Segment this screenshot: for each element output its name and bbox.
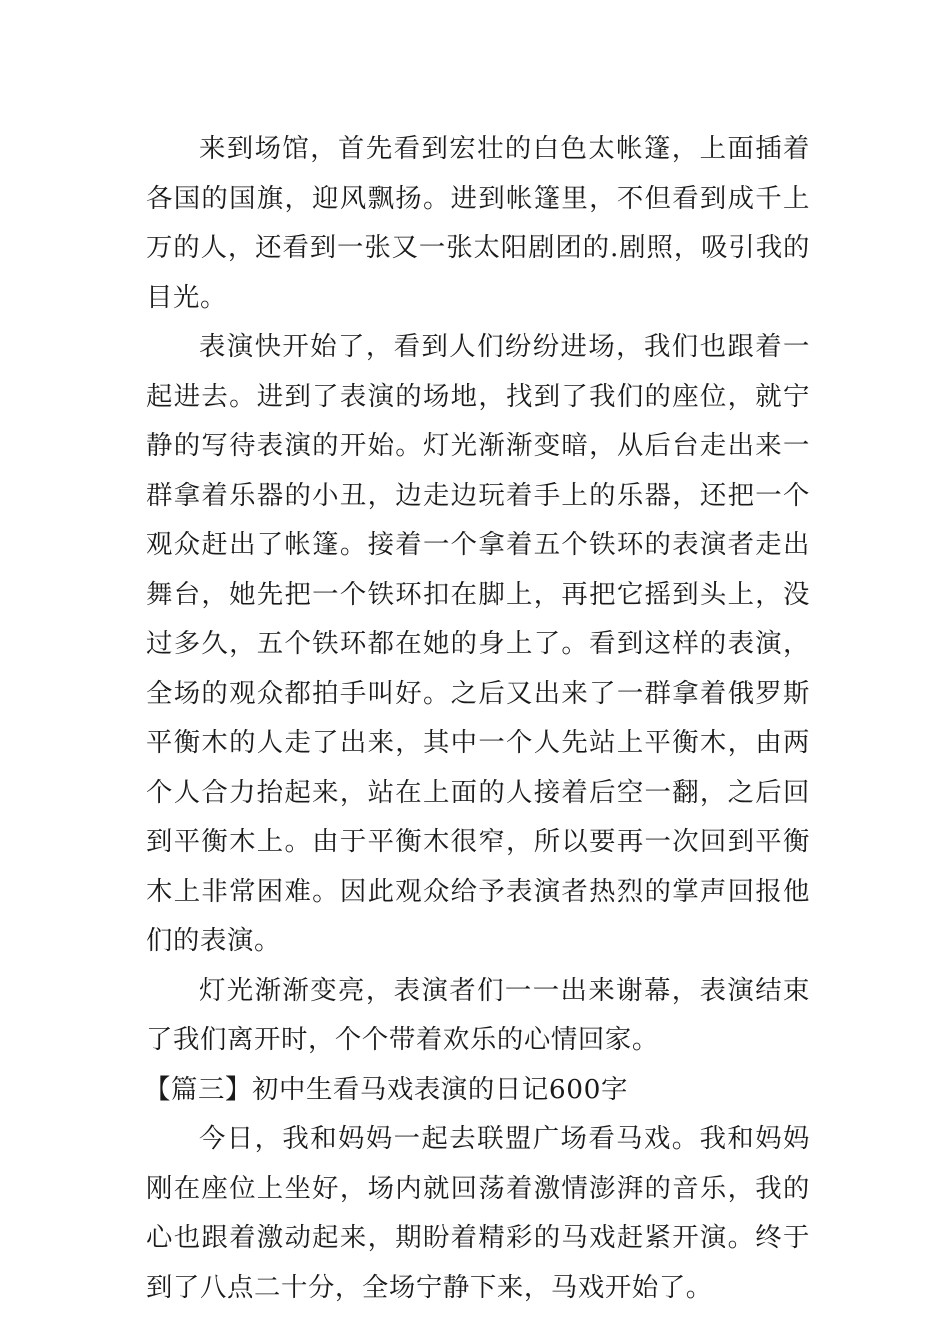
paragraph-section-three: 今日，我和妈妈一起去联盟广场看马戏。我和妈妈刚在座位上坐好，场内就回荡着激情澎湃的音乐，我的心也跟着激动起来，期盼着精彩的马戏赶紧开演。终于到了八点二十分，全场宁静下来，马戏开始了。	[146, 1123, 810, 1303]
document-body	[146, 124, 810, 1312]
paragraph-arrival: 来到场馆，首先看到宏壮的白色太帐篷，上面插着各国的国旗，迎风飘扬。进到帐篷里，不但看到成千上万的人，还看到一张又一张太阳剧团的.剧照，吸引我的目光。	[146, 133, 810, 313]
paragraph-ending: 灯光渐渐变亮，表演者们一一出来谢幕，表演结束了我们离开时，个个带着欢乐的心情回家。	[146, 974, 810, 1055]
section-heading: 【篇三】初中生看马戏表演的日记600字	[144, 1073, 629, 1105]
paragraph-performance: 表演快开始了，看到人们纷纷进场，我们也跟着一起进去。进到了表演的场地，找到了我们的座位，就宁静的写待表演的开始。灯光渐渐变暗，从后台走出来一群拿着乐器的小丑，边走边玩着手上的乐器，还把一个观众赶出了帐篷。接着一个拿着五个铁环的表演者走出舞台，她先把一个铁环扣在脚上，再把它摇到头上，没过多久，五个铁环都在她的身上了。看到这样的表演，全场的观众都拍手叫好。之后又出来了一群拿着俄罗斯平衡木的人走了出来，其中一个人先站上平衡木，由两个人合力抬起来，站在上面的人接着后空一翻，之后回到平衡木上。由于平衡木很窄，所以要再一次回到平衡木上非常困难。因此观众给予表演者热烈的掌声回报他们的表演。	[146, 331, 810, 956]
